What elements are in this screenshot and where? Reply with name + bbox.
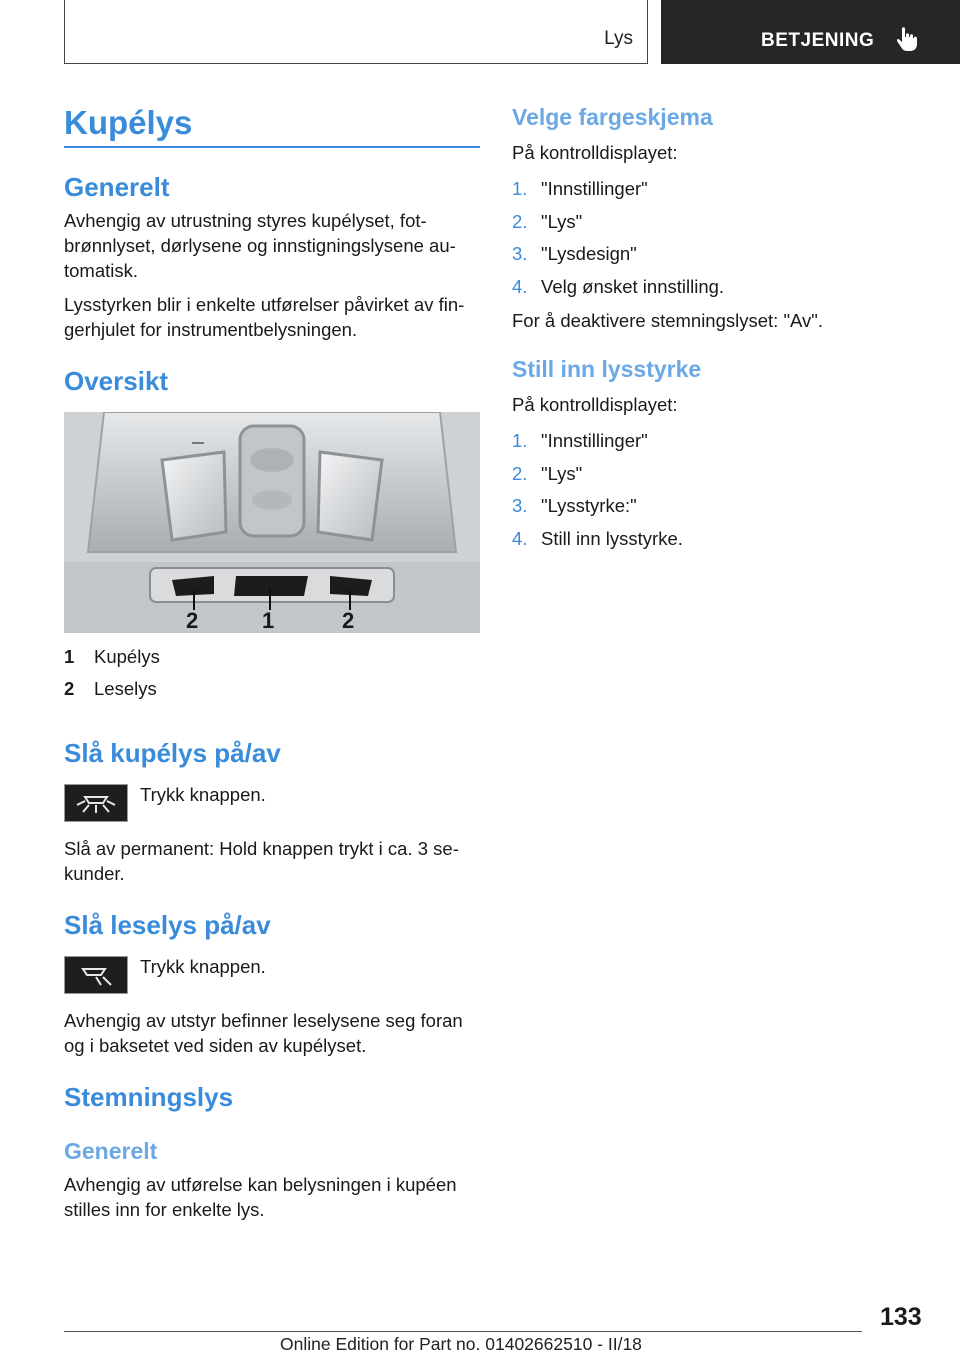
header-section-title: Lys <box>604 28 633 49</box>
leselys-instruction: Trykk knappen. <box>140 956 266 977</box>
oversikt-heading: Oversikt <box>64 366 169 396</box>
leselys-heading: Slå leselys på/av <box>64 910 271 940</box>
generelt-heading: Generelt <box>64 172 170 202</box>
lysstyrke-intro: På kontrolldisplayet: <box>512 394 678 415</box>
kupelys-heading: Slå kupélys på/av <box>64 738 281 768</box>
generelt-paragraph-1: Avhengig av utrustning styres kupélyset, fot- brønnlyset, dørlysene og innstigningslysene au- tomatisk. <box>64 210 456 281</box>
page-number: 133 <box>880 1303 922 1331</box>
footer-rule <box>64 1331 862 1332</box>
lysstyrke-heading: Still inn lysstyrke <box>512 356 702 382</box>
leselys-note: Avhengig av utstyr befinner leselysene seg foran og i baksetet ved siden av kupélyset. <box>64 1010 463 1056</box>
fargeskjema-intro: På kontrolldisplayet: <box>512 142 678 163</box>
stemningslys-heading: Stemningslys <box>64 1082 234 1112</box>
header-chapter-title: BETJENING <box>761 30 875 51</box>
figure-label-center: 1 <box>262 608 275 633</box>
fargeskjema-note: For å deaktivere stemningslyset: "Av". <box>512 310 823 331</box>
overhead-console-drawing <box>64 412 480 633</box>
dome-light-button-icon <box>64 784 128 822</box>
figure-label-left: 2 <box>186 608 199 633</box>
stemningslys-subheading: Generelt <box>64 1138 158 1164</box>
kupelys-instruction: Trykk knappen. <box>140 784 266 805</box>
fargeskjema-heading: Velge fargeskjema <box>512 104 713 130</box>
kupelys-note: Slå av permanent: Hold knappen trykt i ca. 3 se- kunder. <box>64 838 459 884</box>
footer-edition: Online Edition for Part no. 01402662510 - II/18 <box>280 1334 642 1354</box>
pointing-hand-icon <box>895 26 919 52</box>
page-title: Kupélys <box>64 104 193 141</box>
title-rule <box>64 146 480 148</box>
reading-light-button-icon <box>64 956 128 994</box>
header-chapter-box <box>661 0 960 64</box>
header-section-box <box>64 0 648 64</box>
stemningslys-paragraph: Avhengig av utførelse kan belysningen i kupéen stilles inn for enkelte lys. <box>64 1174 457 1220</box>
figure-label-right: 2 <box>342 608 355 633</box>
generelt-paragraph-2: Lysstyrken blir i enkelte utførelser påvirket av fin- gerhjulet for instrumentbelysningen. <box>64 294 465 340</box>
overhead-console-image <box>64 412 480 633</box>
